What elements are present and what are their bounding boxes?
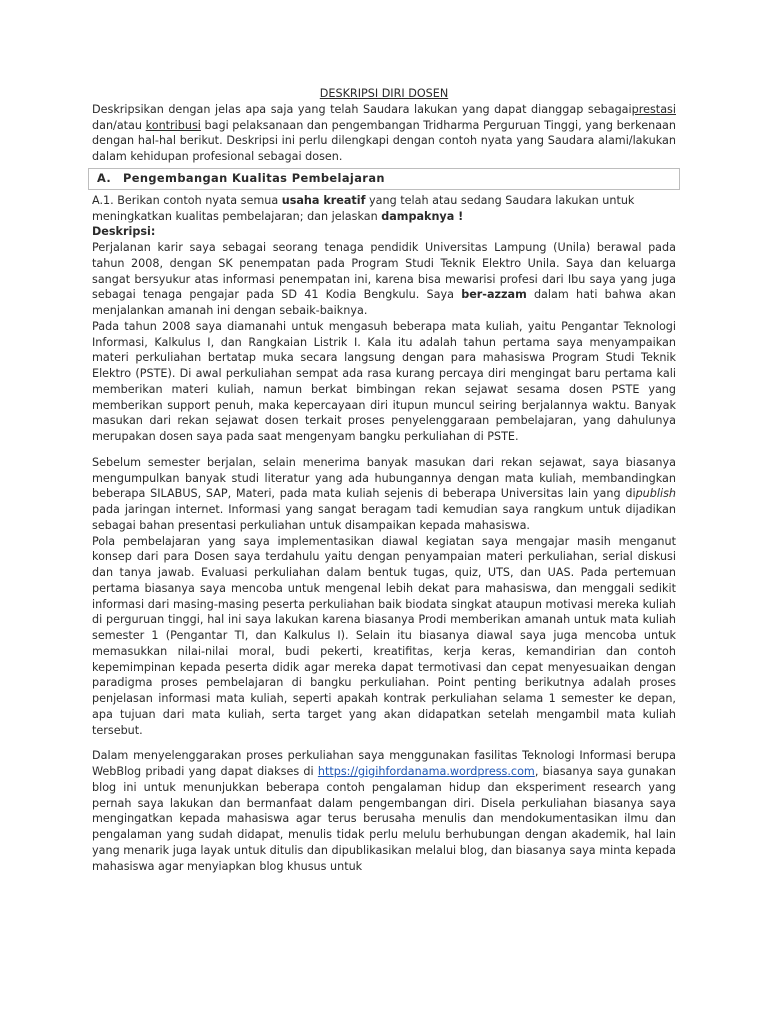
para3-italic: publish [635,487,676,501]
section-heading-box [88,168,680,190]
para3-text-1: Sebelum semester berjalan, selain menerima banyak masukan dari rekan sejawat, saya biasanya mengumpulkan banyak studi literatur yang ada hubungannya dengan mata kuliah, membandingkan beberapa SILABUS, SAP, Materi, pada mata kuliah sejenis di beberapa Universitas lain yang di [92,455,676,501]
blog-link[interactable]: https://gigihfordanama.wordpress.com [317,765,535,778]
page-title: DESKRIPSI DIRI DOSEN [319,87,449,100]
question-bold-1: usaha kreatif [281,193,366,207]
para1-text-1: Perjalanan karir saya sebagai seorang tenaga pendidik Universitas Lampung (Unila) berawal pada tahun 2008, dengan SK penempatan pada Program Studi Teknik Elektro Unila. Saya dan keluarga sangat bersyukur atas informasi penempatan ini, karena bisa mewarisi profesi dari Ibu saya yang juga sebagai tenaga pengajar pada SD 41 Kodia Bengkulu. Saya [92,241,676,302]
deskripsi-label: Deskripsi: [92,225,156,239]
intro-kontribusi: kontribusi [145,118,201,132]
section-letter: A. [97,170,112,185]
paragraph-1 [92,240,676,319]
para3-text-2: pada jaringan internet. Informasi yang sangat beragam tadi kemudian saya rangkum untuk dijadikan sebagai bahan presentasi perkuliahan untuk disampaikan kepada mahasiswa. [92,503,676,532]
paragraph-2: Pada tahun 2008 saya diamanahi untuk mengasuh beberapa mata kuliah, yaitu Pengantar Teknologi Informasi, Kalkulus I, dan Rangkaian Listrik I. Kala itu adalah tahun pertama saya menyampaikan materi perkuliahan bertatap muka secara langsung dengan para mahasiswa Program Studi Teknik Elektro (PSTE). Di awal perkuliahan sempat ada rasa kurang percaya diri mengingat baru pertama kali memberikan materi kuliah, namun berkat bimbingan rekan sejawat sesama dosen PSTE yang memberikan support penuh, maka kepercayaan diri itupun muncul seiring berjalannya waktu. Banyak masukan dari rekan sejawat dosen terkait proses penyelenggaraan pembelajaran, yang dahulunya merupakan dosen saya pada saat mengenyam bangku perkuliahan di PSTE. [92,319,676,443]
question-bold-2: dampaknya ! [381,209,464,223]
paragraph-gap [92,738,676,748]
question-text-1: A.1. Berikan contoh nyata semua [92,193,282,207]
para1-bold: ber-azzam [461,288,527,302]
question-paragraph [92,193,676,225]
intro-prestasi: prestasi [631,102,676,116]
paragraph-3 [92,455,676,534]
intro-text-2: dan/atau [92,118,146,132]
intro-text-1: Deskripsikan dengan jelas apa saja yang telah Saudara lakukan yang dapat dianggap sebagai [92,102,632,116]
paragraph-5 [92,748,676,874]
para1-text-2: dalam hati bahwa akan menjalankan amanah ini dengan sebaik-baiknya. [92,288,676,317]
intro-text-3: bagi pelaksanaan dan pengembangan Tridharma Perguruan Tinggi, yang berkenaan dengan hal-hal berikut. Deskripsi ini perlu dilengkapi dengan contoh nyata yang Saudara alami/lakukan dalam kehidupan profesional sebagai dosen. [92,118,677,163]
paragraph-gap [92,445,676,455]
intro-paragraph [92,102,676,165]
para5-text-1: Dalam menyelenggarakan proses perkuliahan saya menggunakan fasilitas Teknologi Informasi berupa WebBlog pribadi yang dapat diakses di [92,749,676,778]
paragraph-4: Pola pembelajaran yang saya implementasikan diawal kegiatan saya mengajar masih menganut konsep dari para Dosen saya terdahulu yaitu dengan penyampaian materi perkuliahan, serial diskusi dan tanya jawab. Evaluasi perkuliahan dalam bentuk tugas, quiz, UTS, dan UAS. Pada pertemuan pertama biasanya saya mencoba untuk mengenal lebih dekat para mahasiswa, dan menggali sedikit informasi dari masing-masing peserta perkuliahan baik biodata singkat ataupun motivasi mereka kuliah di perguruan tinggi, hal ini saya lakukan karena biasanya Prodi memberikan amanah untuk mata kuliah semester 1 (Pengantar TI, dan Kalkulus I). Selain itu biasanya diawal saya juga mencoba untuk memasukkan nilai-nilai moral, budi pekerti, kreatifitas, kerja keras, kemandirian dan contoh kepemimpinan kepada peserta didik agar mereka dapat termotivasi dan cepat menyesuaikan dengan paradigma proses pembelajaran di bangku perkuliahan. Point penting berikutnya adalah proses penjelasan informasi mata kuliah, seperti apakah kontrak perkuliahan selama 1 semester ke depan, apa tujuan dari mata kuliah, serta target yang akan didapatkan setelah mengambil mata kuliah tersebut. [92,534,676,737]
section-heading: Pengembangan Kualitas Pembelajaran [123,170,385,185]
para5-text-2: , biasanya saya gunakan blog ini untuk menunjukkan beberapa contoh pengalaman hidup dan eksperiment research yang pernah saya lakukan dan bermanfaat dalam pengembangan diri. Disela perkuliahan biasanya saya mengingatkan kepada mahasiswa agar terus berusaha menulis dan mendokumentasikan ilmu dan pengalaman yang sudah didapat, menulis tidak perlu melulu berhubungan dengan akademik, hal lain yang menarik juga layak untuk ditulis dan dipublikasikan melalui blog, dan biasanya saya minta kepada mahasiswa agar menyiapkan blog khusus untuk [92,765,676,873]
question-text-2: yang telah atau sedang Saudara lakukan untuk meningkatkan kualitas pembelajaran; dan jelaskan [92,193,635,223]
